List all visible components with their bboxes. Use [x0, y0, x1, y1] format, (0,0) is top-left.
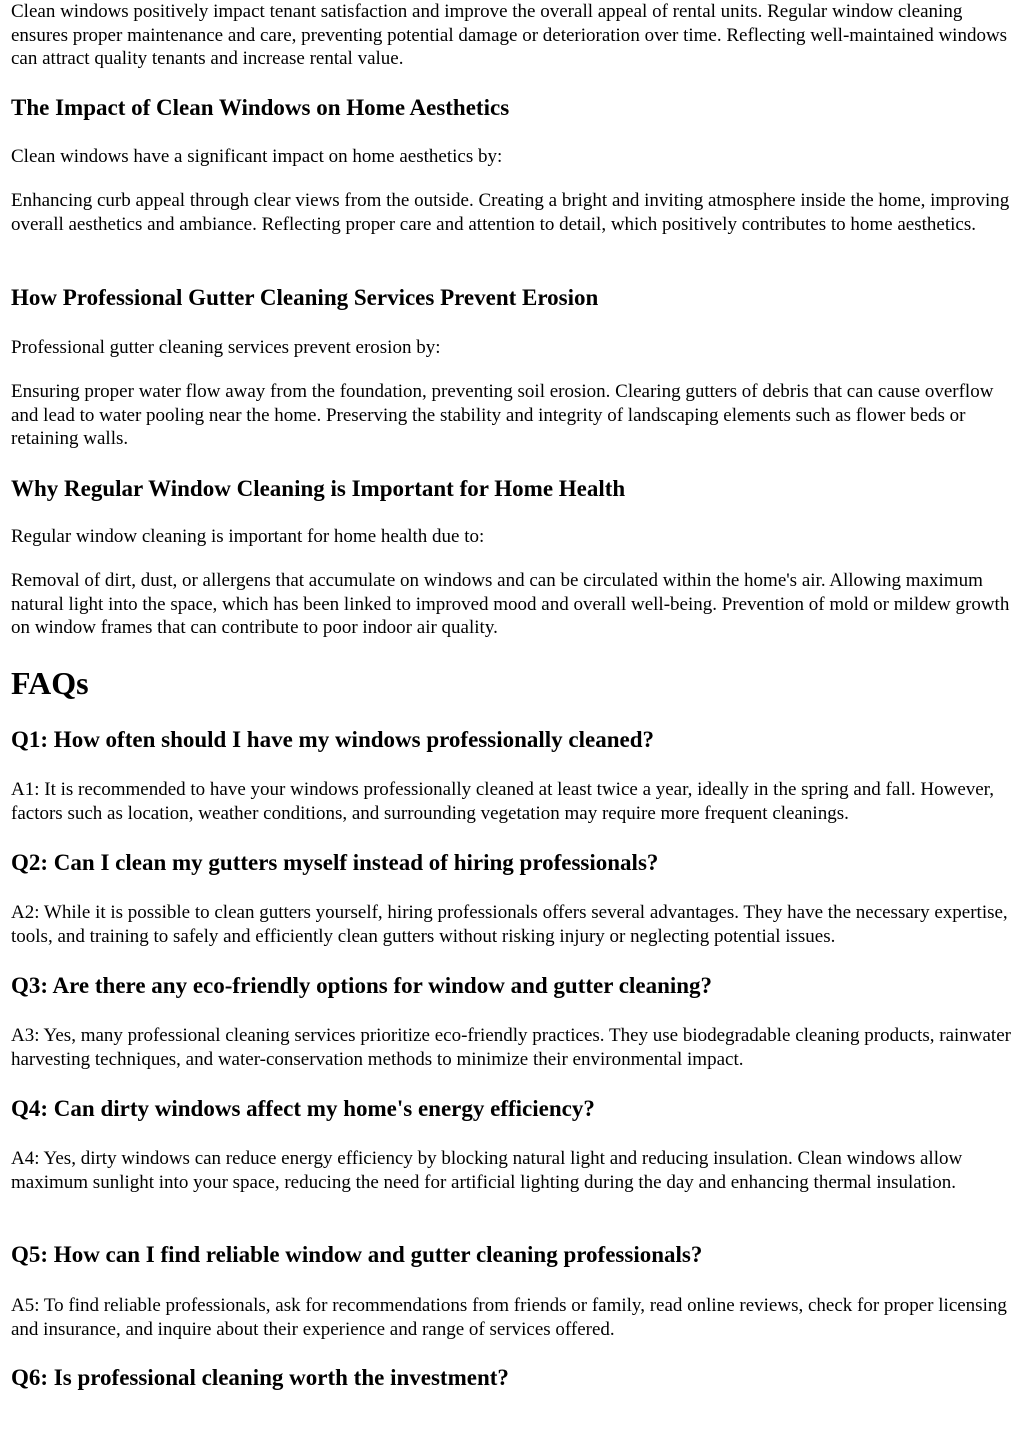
faq-question-2: Q2: Can I clean my gutters myself instead of hiring professionals? — [11, 850, 659, 875]
faq-answer-2: A2: While it is possible to clean gutters yourself, hiring professionals offers several advantages. They have the necessary expertise, tools, and training to safely and efficiently clean gutters without risking injury or neglecting potential issues. — [11, 902, 1008, 947]
faq-answer-3: A3: Yes, many professional cleaning services prioritize eco-friendly practices. They use biodegradable cleaning products, rainwater harvesting techniques, and water-conservation methods to minimize their environmental impact. — [11, 1025, 1011, 1070]
faqs-title: FAQs — [11, 665, 89, 701]
faq-answer-1: A1: It is recommended to have your windows professionally cleaned at least twice a year, ideally in the spring and fall. However, factors such as location, weather conditions, and surrounding vegetation may require more frequent cleanings. — [11, 779, 994, 824]
section-lead-health: Regular window cleaning is important for home health due to: — [11, 526, 485, 547]
section-lead-erosion: Professional gutter cleaning services prevent erosion by: — [11, 337, 441, 358]
section-heading-aesthetics: The Impact of Clean Windows on Home Aesthetics — [11, 95, 510, 120]
section-heading-health: Why Regular Window Cleaning is Important for Home Health — [11, 476, 626, 501]
faq-answer-5: A5: To find reliable professionals, ask for recommendations from friends or family, read online reviews, check for proper licensing and insurance, and inquire about their experience and range of services offered. — [11, 1295, 1007, 1340]
faq-question-5: Q5: How can I find reliable window and gutter cleaning professionals? — [11, 1242, 703, 1267]
section-body-health: Removal of dirt, dust, or allergens that accumulate on windows and can be circulated within the home's air. Allowing maximum natural light into the space, which has been linked to improved mood and overall well-being. Prevention of mold or mildew growth on window frames that can contribute to poor indoor air quality. — [11, 570, 1010, 638]
section-body-aesthetics: Enhancing curb appeal through clear views from the outside. Creating a bright and inviting atmosphere inside the home, improving overall aesthetics and ambiance. Reflecting proper care and attention to detail, which positively contributes to home aesthetics. — [11, 190, 1010, 235]
section-heading-erosion: How Professional Gutter Cleaning Services Prevent Erosion — [11, 285, 599, 310]
section-body-erosion: Ensuring proper water flow away from the foundation, preventing soil erosion. Clearing gutters of debris that can cause overflow and lead to water pooling near the home. Preserving the stability and integrity of landscaping elements such as flower beds or retaining walls. — [11, 381, 994, 449]
faq-question-6: Q6: Is professional cleaning worth the investment? — [11, 1365, 509, 1390]
faq-question-3: Q3: Are there any eco-friendly options for window and gutter cleaning? — [11, 973, 713, 998]
faq-question-1: Q1: How often should I have my windows professionally cleaned? — [11, 727, 655, 752]
rental-paragraph: Clean windows positively impact tenant satisfaction and improve the overall appeal of rental units. Regular window cleaning ensures proper maintenance and care, preventing potential damage or deterioration over time. Reflecting well-maintained windows can attract quality tenants and increase rental value. — [11, 1, 1008, 69]
section-lead-aesthetics: Clean windows have a significant impact on home aesthetics by: — [11, 146, 503, 167]
faq-question-4: Q4: Can dirty windows affect my home's energy efficiency? — [11, 1096, 595, 1121]
faq-answer-4: A4: Yes, dirty windows can reduce energy efficiency by blocking natural light and reducing insulation. Clean windows allow maximum sunlight into your space, reducing the need for artificial lighting during the day and enhancing thermal insulation. — [11, 1148, 963, 1193]
